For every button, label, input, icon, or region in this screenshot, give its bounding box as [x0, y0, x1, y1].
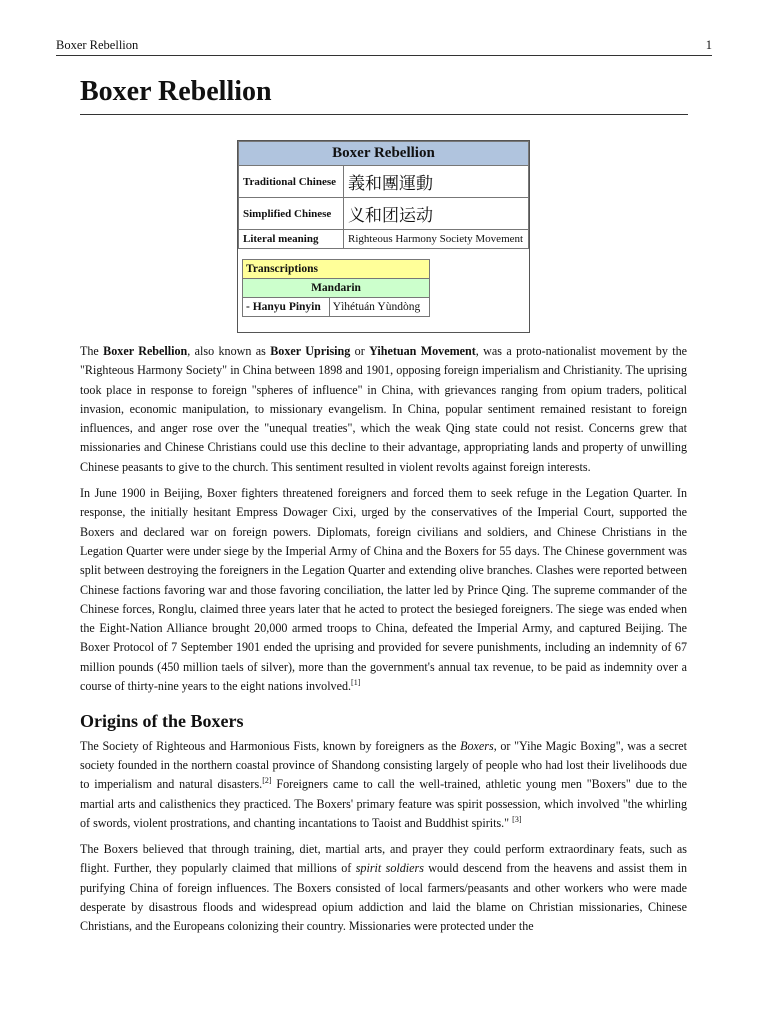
infobox-row — [239, 230, 529, 249]
running-header-title: Boxer Rebellion — [56, 38, 139, 52]
infobox-label: Traditional Chinese — [239, 166, 344, 198]
paragraph-beliefs — [80, 840, 687, 936]
section-heading: Origins of the Boxers — [80, 711, 244, 732]
paragraph-origins — [80, 737, 687, 833]
text-run: The Boxers believed that through training, diet, martial arts, and prayer they could perform extraordinary feats, such as flight. Further, they popularly claimed that millions of — [80, 842, 687, 876]
paragraph-siege — [80, 484, 687, 696]
pinyin-row — [243, 298, 430, 317]
text-run: would descend from the heavens and assist them in purifying China of foreign influences. The Boxers consisted of local farmers/peasants and other workers who were made desperate by disastrous floods and widespread opium addiction and laid the blame on Christian missionaries, Chinese Christians, and the Europeans colonizing their country. Missionaries were protected under the — [80, 861, 687, 934]
citation-link[interactable]: [1] — [351, 678, 361, 688]
infobox — [237, 140, 530, 333]
text-run: In June 1900 in Beijing, Boxer fighters threatened foreigners and forced them to seek refuge in the Legation Quarter. In response, the initially hesitant Empress Dowager Cixi, urged by the conservatives of the Imperial Court, supported the Boxers and declared war on foreign powers. Diplomats, foreign civilians and soldiers, and Chinese Christians in the Legation Quarter were under siege by the Imperial Army of China and the Boxers for 55 days. The Chinese government was split between destroying the foreigners in the Legation Quarter and extending olive branches. Clashes were reported between Chinese factions favoring war and those favoring conciliation, the latter led by Prince Qing. The supreme commander of the Chinese forces, Ronglu, claimed three years later that he acted to protect the besieged foreigners. The siege was ended when the Eight-Nation Alliance brought 20,000 armed troops to China, defeated the Imperial Army, and captured Beijing. The Boxer Protocol of 7 September 1901 ended the uprising and provided for severe punishments, including an indemnity of 67 million pounds (450 million taels of silver), more than the government's annual tax revenue, to be paid as indemnity over a course of thirty-nine years to the eight nations involved. — [80, 486, 687, 694]
text-run: Foreigners came to call the well-trained, athletic young men "Boxers" due to the martial arts and calisthenics they practiced. The Boxers' primary feature was spirit possession, which involved "the whirling of swords, violent prostrations, and chanting incantations to Taoist and Buddhist spirits." — [80, 777, 687, 830]
italic-term: Boxers — [460, 738, 494, 753]
page-number: 1 — [705, 38, 712, 52]
text-run: The — [80, 344, 104, 358]
infobox-value: Righteous Harmony Society Movement — [344, 230, 529, 249]
text-run: , or "Yihe Magic Boxing", was a secret society founded in the northern coastal province of Shandong consisting largely of people who had lost their livelihoods due to imperialism and natural disasters. — [80, 738, 687, 792]
infobox-row — [239, 198, 529, 230]
italic-term: spirit soldiers — [355, 861, 424, 876]
article-body — [80, 342, 687, 944]
bold-term: Yihetuan Movement — [369, 344, 476, 358]
infobox-value: 義和團運動 — [344, 166, 529, 198]
bold-term: Boxer Uprising — [270, 344, 351, 358]
text-run: The Society of Righteous and Harmonious Fists, known by foreigners as the — [80, 738, 461, 753]
infobox-label: Simplified Chinese — [239, 198, 344, 230]
pinyin-label: - Hanyu Pinyin — [243, 298, 330, 317]
running-header — [56, 38, 712, 56]
page-title: Boxer Rebellion — [80, 76, 688, 115]
citation-link[interactable]: [2] — [262, 776, 272, 786]
paragraph-intro — [80, 342, 687, 477]
transcriptions-table — [242, 259, 430, 317]
citation-link[interactable]: [3] — [512, 814, 522, 824]
infobox-table — [238, 141, 529, 249]
bold-term: Boxer Rebellion — [103, 344, 188, 358]
text-run: , also known as — [187, 344, 271, 358]
infobox-heading: Boxer Rebellion — [239, 142, 529, 166]
transcriptions-heading: Transcriptions — [243, 260, 430, 279]
infobox-label: Literal meaning — [239, 230, 344, 249]
infobox-value: 义和团运动 — [344, 198, 529, 230]
infobox-row — [239, 166, 529, 198]
text-run: or — [350, 344, 370, 358]
pinyin-value: Yìhétuán Yùndòng — [329, 298, 429, 317]
mandarin-heading: Mandarin — [243, 279, 430, 298]
text-run: , was a proto-nationalist movement by the "Righteous Harmony Society" in China between 1898 and 1901, opposing foreign imperialism and Christianity. The uprising took place in response to foreign "spheres of influence" in China, with grievances ranging from opium traders, political invasion, economic manipulation, to missionary evangelism. In China, popular sentiment remained resistant to foreign influences, and anger rose over the "unequal treaties", which the weak Qing state could not resist. Concerns grew that missionaries and Chinese Christians could use this decline to their advantage, appropriating lands and property of unwilling Chinese peasants to give to the church. This sentiment resulted in violent revolts against foreign interests. — [80, 344, 688, 474]
